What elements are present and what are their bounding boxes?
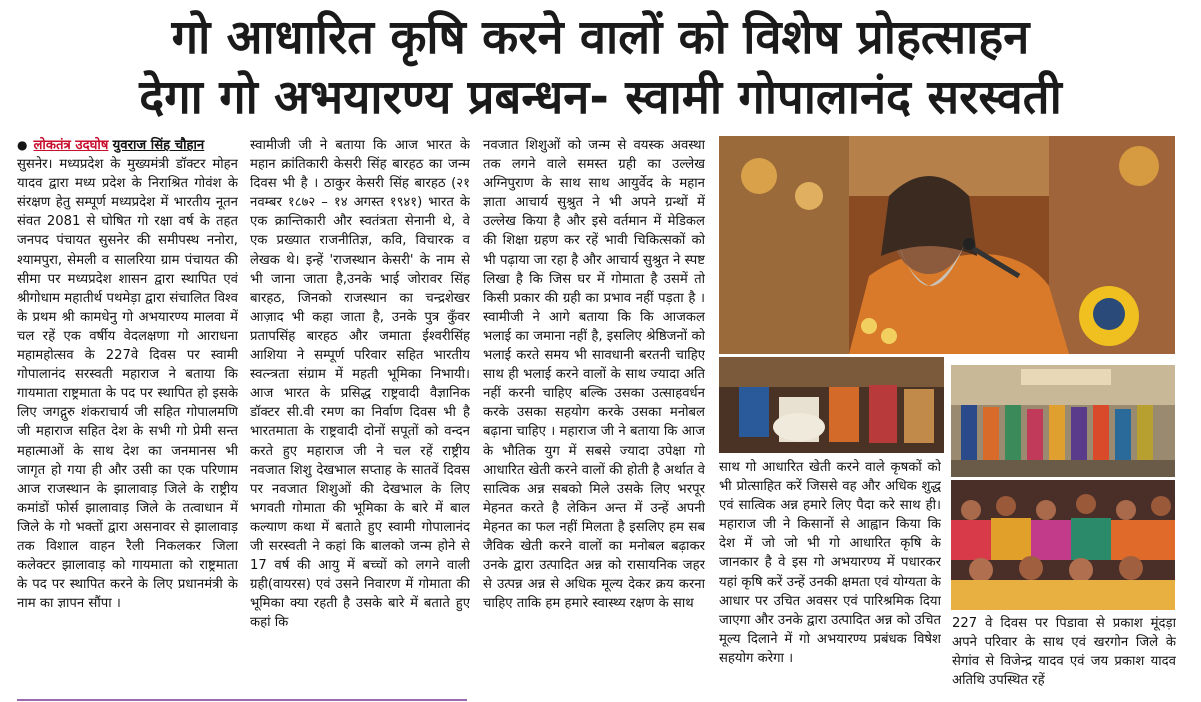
article-column-4 [719, 458, 941, 694]
article-column-3 [483, 136, 705, 692]
article-column-5 [952, 614, 1176, 694]
audience-photo [951, 480, 1175, 610]
column-5-text: 227 वे दिवस पर पिडावा से प्रकाश मूंदड़ा अपने परिवार के साथ एवं खरगोन जिले के सेगांव से विजेन्द्र यादव एवं जय प्रकाश यादव अतिथि उपस्थित रहें [952, 616, 1176, 689]
headline-line-2: देगा गो अभयारण्य प्रबन्धन- स्वामी गोपालानंद सरस्वती [139, 70, 1062, 125]
byline-source[interactable]: लोकतंत्र उदघोष [33, 138, 109, 153]
column-2-text: स्वामीजी जी ने बताया कि आज भारत के महान क्रांतिकारी केसरी सिंह बारहठ का जन्म दिवस भी है । ठाकुर केसरी सिंह बारहठ (२१ नवम्बर १८७२ – १४ अगस्त १९४१) भारत के एक क्रान्तिकारी और स्वतंत्रता सेनानी थे, वे एक प्रख्यात राजनीतिज्ञ, कवि, विचारक व लेखक थे। इन्हें 'राजस्थान केसरी' के नाम से भी जाना जाता है,उनके भाई जोरावर सिंह बारहठ, जिनको राजस्थान का चन्द्रशेखर आज़ाद भी कहा जाता है, उनके पुत्र कुँवर प्रतापसिंह बारहठ और जमाता ईश्वरीसिंह आशिया ने सम्पूर्ण परिवार सहित भारतीय स्वत्न्त्रता संग्राम में महती भूमिका निभायी। आज भारत के प्रसिद्ध राष्ट्रवादी वैज्ञानिक डॉक्टर सी.वी रमण का निर्वाण दिवस भी है भारतमाता के राष्ट्रवादी दोनों सपूतों को वन्दन करते हुए महाराज जी ने चल रहें राष्ट्रीय नवजात शिशु देखभाल सप्ताह के सातवें दिवस पर नवजात शिशुओं की देखभाल के लिए भगवती गोमाता की भूमिका के बारे में बाल कल्याण कथा में बताते हुए स्वामी गोपालानंद जी सरस्वती ने कहां कि बालको जन्म होने से 17 वर्ष की आयु में बच्चों को लगने वाली ग्रही(वायरस) एवं उसने निवारण में गोमाता की भूमिका क्या रहती है उसके बारे में बताते हुए कहां कि [250, 138, 470, 631]
article-column-2 [250, 136, 470, 692]
byline-author: युवराज सिंह चौहान [112, 138, 205, 153]
stage-group-photo [951, 365, 1175, 477]
bottom-divider [17, 699, 467, 701]
saint-speaking-photo [719, 136, 1175, 354]
column-4-text: साथ गो आधारित खेती करने वाले कृषकों को भी प्रोत्साहित करें जिससे वह और अधिक शुद्ध एवं सात्विक अन्न हमारे लिए पैदा करे साथ ही। महाराज जी ने किसानों से आह्वान किया कि देश में जो जो भी गो आधारित कृषि के जानकार है वे इस गो अभयारण्य में पधारकर यहां कृषि करें उन्हें उनकी क्षमता एवं योग्यता के आधार पर उचित अवसर एवं पारिश्रमिक दिया जाएगा और उनके द्वारा उत्पादित अन्न को उचित मूल्य दिलाने में गो अभयारण्य प्रबंधक विषेश सहयोग करेगा । [719, 460, 941, 666]
article-column-1 [17, 136, 238, 692]
bullet-icon: ● [17, 138, 28, 152]
headline [0, 0, 1201, 134]
byline [17, 136, 238, 155]
cow-worship-photo [719, 357, 944, 453]
headline-line-1: गो आधारित कृषि करने वालों को विशेष प्रोहत्साहन [171, 10, 1030, 65]
column-3-text: नवजात शिशुओं को जन्म से वयस्क अवस्था तक लगने वाले समस्त ग्रही का उल्लेख अग्निपुराण के साथ साथ आयुर्वेद के महान ज्ञाता आचार्य सुश्रुत ने भी अपने ग्रन्थों में उल्लेख किया है और इसे वर्तमान में मेडिकल की शिक्षा ग्रहण कर रहें भावी चिकित्सकों को भी पढ़ाया जा रहा है और आचार्य सुश्रुत ने स्पष्ट लिखा है कि जिस घर में गोमाता है उसमें तो किसी प्रकार की ग्रही का प्रभाव नहीं पड़ता है । स्वामीजी ने आगे बताया कि कि आजकल भलाई का जमाना नहीं है, इसलिए श्रेष्ठिजनों को भलाई करते समय भी सावधानी बरतनी चाहिए साथ ही भलाई करने वालों के साथ ज्यादा अति नहीं करनी चाहिए बल्कि उसका उत्साहवर्धन करके उसका सहयोग करके उसका मनोबल बढ़ाना चाहिए । महाराज जी ने बताया कि आज के भौतिक युग में सबसे ज्यादा उपेक्षा गो आधारित खेती करने वालों की होती है अर्थात वे सात्विक अन्न सबको मिले उसके लिए भरपूर मेहनत करते है लेकिन अन्त में उन्हें अपनी मेहनत का फल नहीं मिलता है इसलिए हम सब जैविक खेती करने वालों का मनोबल बढ़ाकर उनके द्वारा उत्पादित अन्न को रासायनिक जहर से उत्पन्न अन्न से अधिक मूल्य देकर क्रय करना चाहिए ताकि हम हमारे स्वास्थ्य रक्षण के साथ [483, 138, 705, 612]
column-1-text: सुसनेर। मध्यप्रदेश के मुख्यमंत्री डॉक्टर मोहन यादव द्वारा मध्य प्रदेश के निराश्रित गोवंश के संरक्षण हेतु सम्पूर्ण मध्यप्रदेश में भारतीय नूतन संवत 2081 से घोषित गो रक्षा वर्ष के तहत जनपद पंचायत सुसनेर की समीपस्थ ननोरा, श्यामपुरा, सेमली व सालरिया ग्राम पंचायत की सीमा पर मध्यप्रदेश शासन द्वारा स्थापित एवं श्रीगोधाम महातीर्थ पथमेड़ा द्वारा संचालित विश्व के प्रथम श्री कामधेनु गो अभयारण्य मालवा में चल रहें एक वर्षीय वेदलक्षणा गो आराधना महामहोत्सव के 227वे दिवस पर स्वामी गोपालानंद सरस्वती महाराज ने बताया कि गायमाता राष्ट्रमाता के पद पर स्थापित हो इसके लिए जगद्गुरु शंकराचार्य जी सहित गोपालमणि जी महाराज सहित देश के सभी गो प्रेमी सन्त महात्माओं के साथ देश का जनमानस भी जागृत हो गया ही और उसी का एक परिणाम आज राजस्थान के झालावाड़ जिले के राष्ट्रीय कमांडों फोर्स झालावाड़ जिले के तत्वाधान में जिले के गो भक्तों द्वारा असनावर से झालावाड़ तक विशाल वाहन रैली निकलकर जिला कलेक्टर झालावाड़ को गायमाता को राष्ट्रमाता के पद पर स्थापित करने के लिए प्रधानमंत्री के नाम का ज्ञापन सौंपा । [17, 157, 238, 612]
